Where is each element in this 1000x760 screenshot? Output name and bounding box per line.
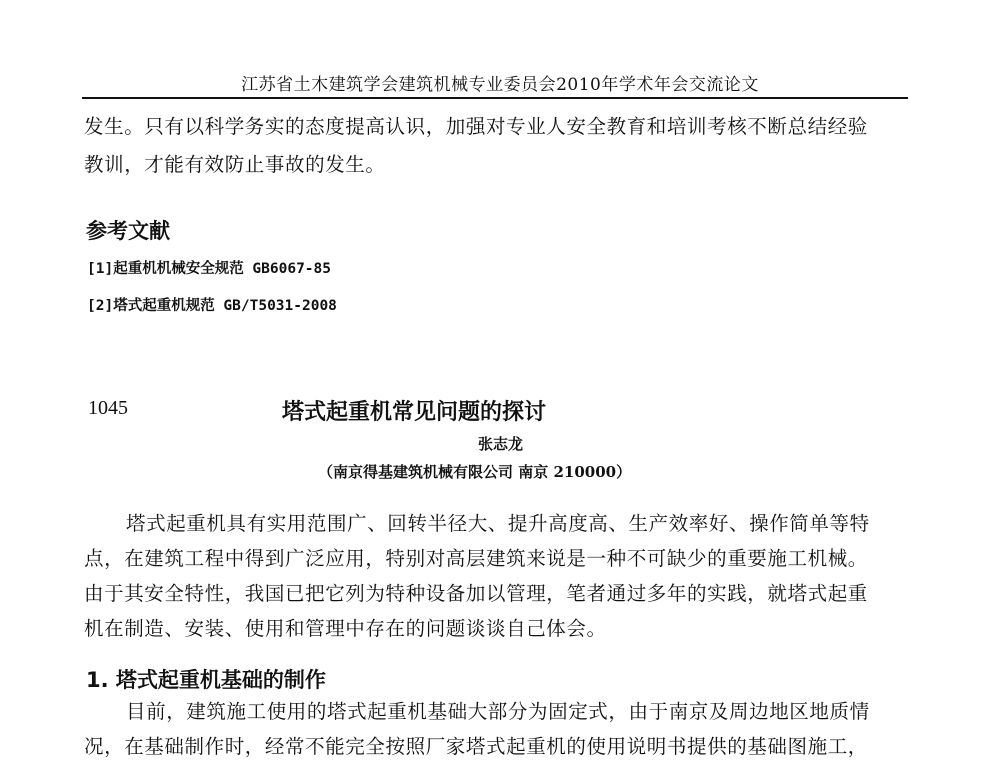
- reference-1: [1]起重机机械安全规范 GB6067-85: [87, 261, 331, 277]
- running-header: 江苏省土木建筑学会建筑机械专业委员会2010年学术年会交流论文: [241, 75, 759, 95]
- prev-paragraph-line-2: 教训，才能有效防止事故的发生。: [84, 153, 386, 176]
- abstract-line-4: 机在制造、安装、使用和管理中存在的问题谈谈自己体会。: [84, 617, 607, 640]
- references-heading: 参考文献: [86, 219, 170, 243]
- abstract-line-2: 点，在建筑工程中得到广泛应用，特别对高层建筑来说是一种不可缺少的重要施工机械。: [84, 547, 868, 570]
- section-1-line-2: 况，在基础制作时，经常不能完全按照厂家塔式起重机的使用说明书提供的基础图施工，: [84, 735, 868, 758]
- paper-author: 张志龙: [478, 435, 524, 453]
- paper-affiliation: （南京得基建筑机械有限公司 南京 210000）: [318, 463, 632, 481]
- section-1-line-1: 目前，建筑施工使用的塔式起重机基础大部分为固定式，由于南京及周边地区地质情: [126, 700, 870, 723]
- paper-title: 塔式起重机常见问题的探讨: [282, 400, 547, 425]
- section-1-heading: 1. 塔式起重机基础的制作: [86, 668, 326, 692]
- abstract-line-1: 塔式起重机具有实用范围广、回转半径大、提升高度高、生产效率好、操作简单等特: [126, 512, 870, 535]
- prev-paragraph-line-1: 发生。只有以科学务实的态度提高认识，加强对专业人安全教育和培训考核不断总结经验: [84, 115, 868, 138]
- header-rule: [82, 97, 908, 99]
- paper-number: 1045: [88, 397, 128, 419]
- reference-2: [2]塔式起重机规范 GB/T5031-2008: [87, 298, 337, 314]
- abstract-line-3: 由于其安全特性，我国已把它列为特种设备加以管理，笔者通过多年的实践，就塔式起重: [84, 582, 868, 605]
